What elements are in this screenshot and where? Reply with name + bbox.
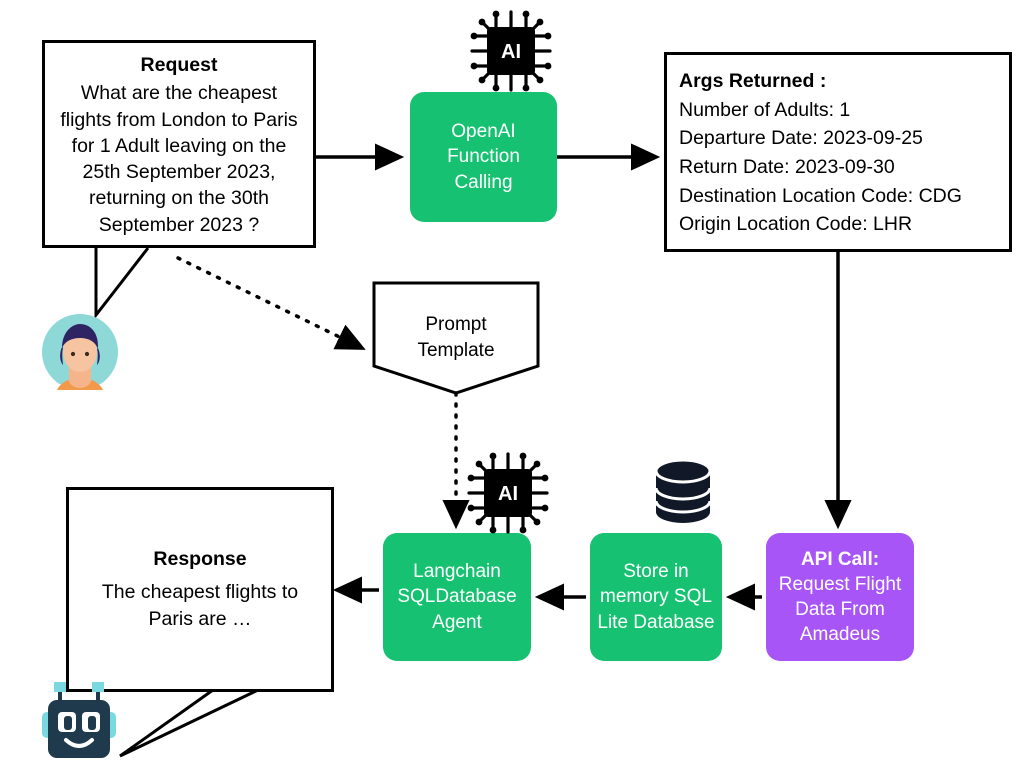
- database-icon: [653, 458, 713, 528]
- ai-chip-label: AI: [501, 41, 521, 63]
- request-line: September 2023 ?: [98, 213, 260, 236]
- request-line: 25th September 2023,: [82, 161, 276, 184]
- request-node: [42, 40, 316, 248]
- langchain-line: Agent: [432, 611, 482, 633]
- store-line: Store in: [623, 561, 689, 583]
- langchain-line: SQLDatabase: [397, 586, 517, 608]
- request-line: flights from London to Paris: [60, 108, 298, 131]
- store-line: memory SQL: [600, 586, 712, 608]
- args-title: Args Returned :: [679, 70, 827, 92]
- api-call-node[interactable]: [766, 533, 914, 661]
- openai-label-line: OpenAI: [451, 121, 516, 143]
- request-line: What are the cheapest: [80, 82, 278, 105]
- args-line: Number of Adults: 1: [679, 98, 851, 121]
- prompt-template-line: Prompt: [425, 314, 487, 336]
- response-bubble-tail: [120, 690, 258, 756]
- request-line: returning on the 30th: [89, 187, 269, 210]
- store-line: Lite Database: [597, 611, 715, 633]
- ai-chip-icon: [467, 452, 549, 534]
- edge-request-to-prompt: [178, 258, 362, 348]
- ai-chip-icon: [470, 10, 552, 92]
- request-title: Request: [140, 53, 218, 76]
- openai-function-calling-node[interactable]: [410, 92, 557, 222]
- api-call-line: Amadeus: [799, 624, 881, 646]
- store-sqlite-node[interactable]: [590, 533, 722, 661]
- args-line: Return Date: 2023-09-30: [679, 155, 895, 178]
- openai-label-line: Calling: [454, 171, 513, 193]
- response-line: Paris are …: [148, 608, 252, 631]
- response-node: [66, 487, 334, 692]
- user-avatar-icon: [42, 314, 118, 390]
- langchain-line: Langchain: [413, 561, 501, 583]
- robot-avatar-icon: [36, 670, 126, 760]
- args-returned-node: [664, 52, 1012, 252]
- request-bubble-tail: [96, 248, 148, 315]
- api-call-title: API Call:: [800, 548, 880, 570]
- prompt-template-line: Template: [417, 340, 495, 361]
- request-line: for 1 Adult leaving on the: [71, 134, 287, 157]
- response-line: The cheapest flights to: [101, 580, 299, 603]
- response-title: Response: [153, 547, 247, 570]
- ai-chip-label: AI: [498, 483, 518, 505]
- langchain-agent-node[interactable]: [383, 533, 531, 661]
- args-line: Destination Location Code: CDG: [679, 184, 962, 207]
- prompt-template-node: [374, 283, 538, 393]
- args-line: Departure Date: 2023-09-25: [679, 127, 923, 150]
- api-call-line: Request Flight: [778, 573, 902, 595]
- api-call-line: Data From: [795, 599, 885, 620]
- openai-label-line: Function: [447, 146, 520, 168]
- args-line: Origin Location Code: LHR: [679, 213, 913, 236]
